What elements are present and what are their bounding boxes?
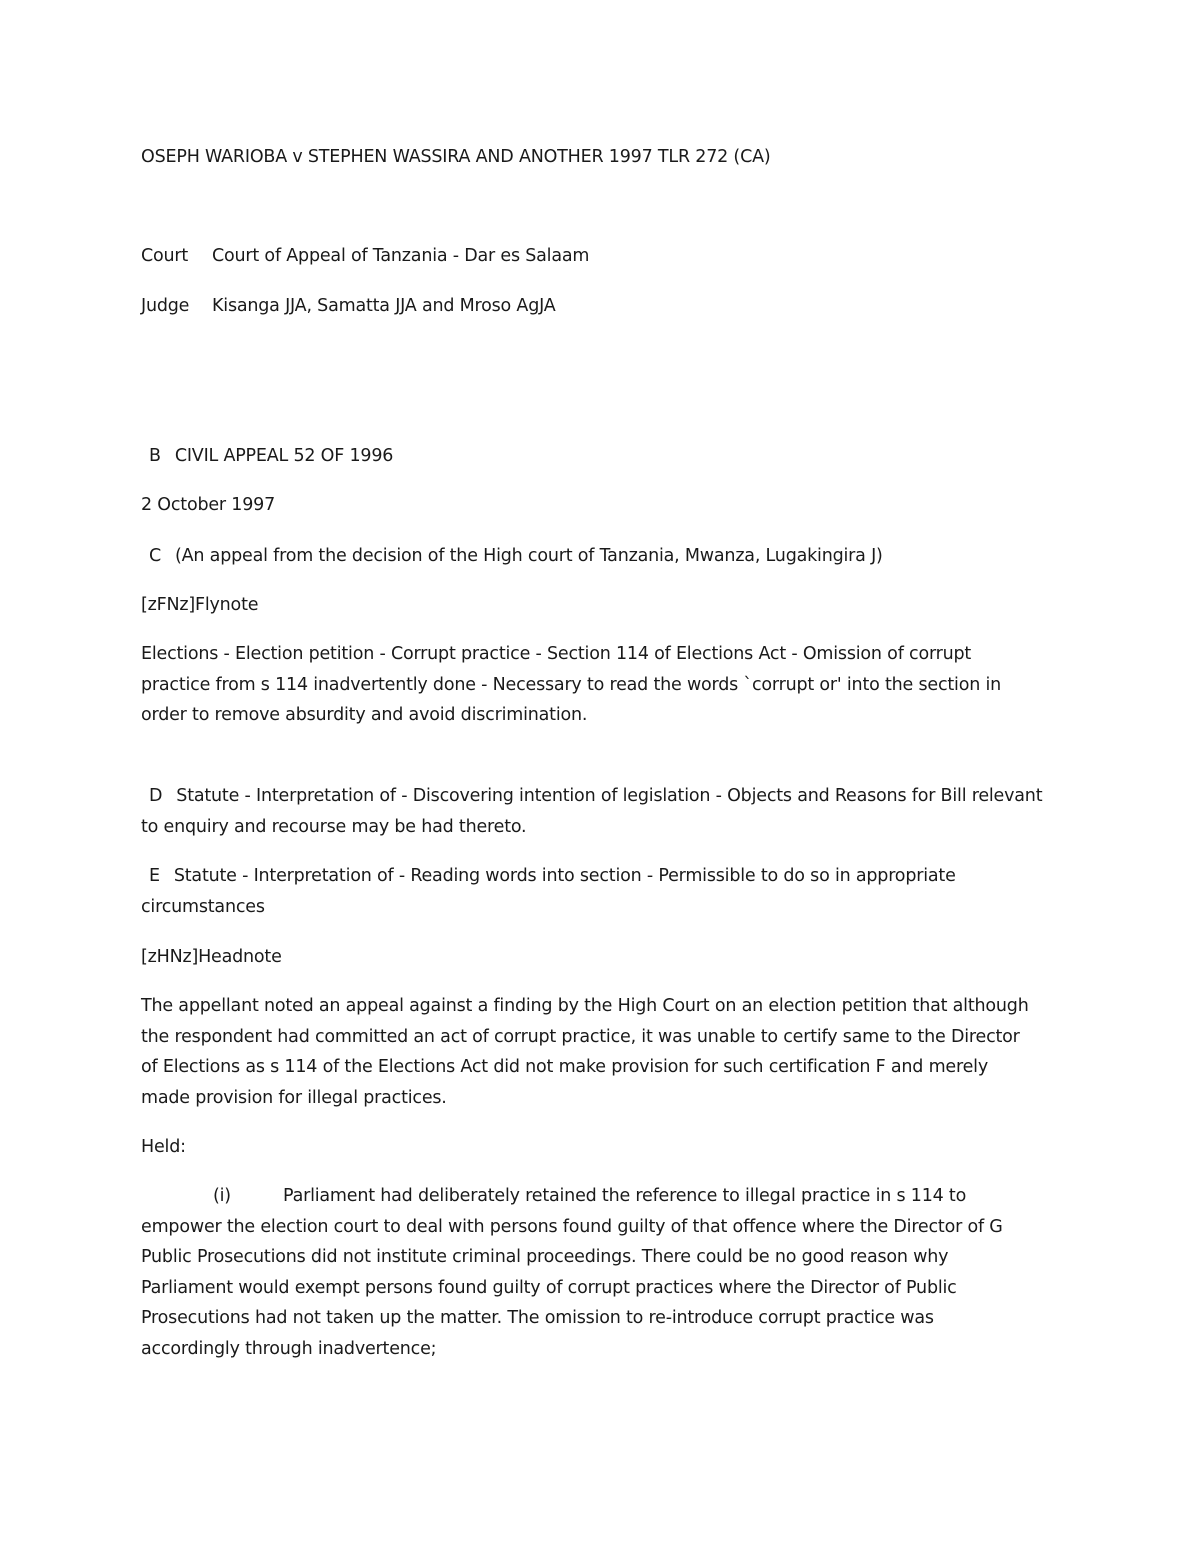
text-line: Elections - Election petition - Corrupt practice - Section 114 of Elections Act - Omission of corrupt bbox=[141, 644, 972, 664]
text-line: order to remove absurdity and avoid discrimination. bbox=[141, 705, 588, 725]
flynote-paragraph-2 bbox=[141, 781, 1071, 842]
text-line: empower the election court to deal with persons found guilty of that offence where the Director of G bbox=[141, 1216, 1003, 1237]
appeal-number-row bbox=[141, 441, 393, 471]
held-item-marker: (i) bbox=[213, 1186, 231, 1206]
judgment-date: 2 October 1997 bbox=[141, 495, 276, 515]
text-line: Prosecutions had not taken up the matter. The omission to re-introduce corrupt practice was bbox=[141, 1308, 934, 1328]
appeal-number: CIVIL APPEAL 52 OF 1996 bbox=[174, 446, 394, 466]
flynote-paragraph-3 bbox=[141, 861, 1071, 922]
court-row bbox=[141, 241, 589, 271]
flynote-paragraph-1 bbox=[141, 639, 1071, 731]
text-line: Public Prosecutions did not institute criminal proceedings. There could be no good reason why bbox=[141, 1247, 949, 1267]
held-label: Held: bbox=[141, 1137, 186, 1157]
appeal-from-row bbox=[141, 541, 883, 571]
appeal-from: (An appeal from the decision of the High court of Tanzania, Mwanza, Lugakingira J) bbox=[175, 546, 883, 566]
text-line: practice from s 114 inadvertently done - Necessary to read the words `corrupt or' into the section in bbox=[141, 674, 1002, 695]
text-line: (i) Parliament had deliberately retained the reference to illegal practice in s 114 to bbox=[141, 1181, 1071, 1212]
margin-marker-c: C bbox=[149, 546, 162, 566]
court-value: Court of Appeal of Tanzania - Dar es Salaam bbox=[212, 246, 590, 266]
flynote-heading: [zFNz]Flynote bbox=[141, 595, 259, 615]
text-line: circumstances bbox=[141, 896, 265, 917]
text-line: the respondent had committed an act of corrupt practice, it was unable to certify same to the Director bbox=[141, 1026, 1020, 1047]
text-line: D Statute - Interpretation of - Discovering intention of legislation - Objects and Reasons for Bill relevant bbox=[141, 781, 1071, 812]
text-line: Parliament would exempt persons found guilty of corrupt practices where the Director of Public bbox=[141, 1277, 957, 1298]
text-line: The appellant noted an appeal against a finding by the High Court on an election petition that although bbox=[141, 996, 1029, 1016]
text-line: E Statute - Interpretation of - Reading words into section - Permissible to do so in appropriate bbox=[141, 861, 1071, 892]
text-line: to enquiry and recourse may be had thereto. bbox=[141, 816, 527, 837]
margin-marker-e: E bbox=[149, 866, 160, 886]
judge-row bbox=[141, 291, 556, 321]
held-item-1 bbox=[141, 1181, 1071, 1364]
judge-label: Judge bbox=[141, 296, 190, 316]
headnote-paragraph bbox=[141, 991, 1071, 1113]
text-line: made provision for illegal practices. bbox=[141, 1087, 447, 1108]
text-line: of Elections as s 114 of the Elections Act did not make provision for such certification F and merely bbox=[141, 1057, 988, 1077]
margin-marker-d: D bbox=[149, 786, 163, 806]
text-line: accordingly through inadvertence; bbox=[141, 1338, 437, 1359]
judge-value: Kisanga JJA, Samatta JJA and Mroso AgJA bbox=[212, 296, 556, 316]
court-label: Court bbox=[141, 246, 189, 266]
margin-marker-b: B bbox=[149, 446, 161, 466]
headnote-heading: [zHNz]Headnote bbox=[141, 947, 282, 967]
case-title: OSEPH WARIOBA v STEPHEN WASSIRA AND ANOTHER 1997 TLR 272 (CA) bbox=[141, 147, 771, 167]
